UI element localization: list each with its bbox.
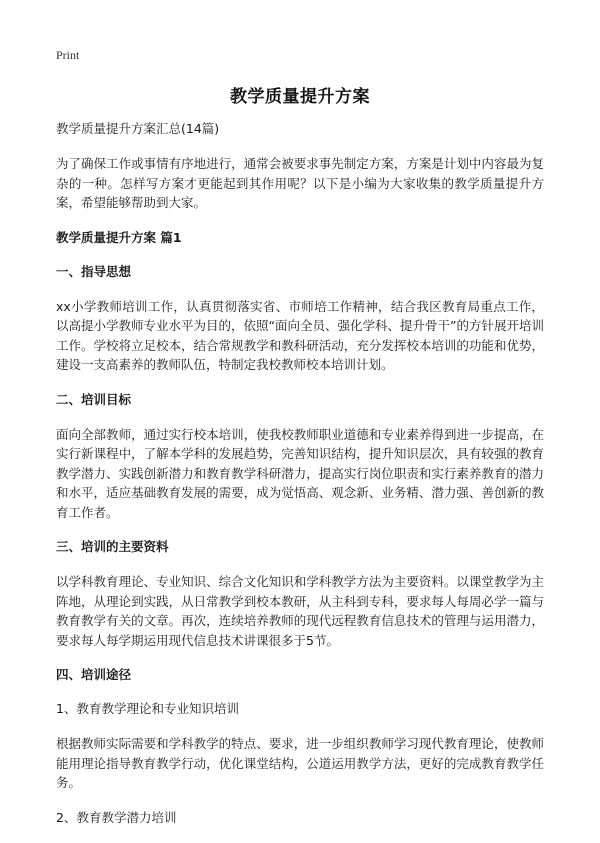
heading-training-approach: 四、培训途径	[56, 667, 132, 682]
paragraph-training-goals: 面向全部教师，通过实行校本培训，使我校教师职业道德和专业素养得到进一步提高，在实行新课程中，了解本学科的发展趋势，完善知识结构，提升知识层次，具有较强的教育教学潜力、实践创新潜力和教育教学科研潜力，提高实行岗位职责和实行素养教育的潜力和水平，适应基础教育发展的需要，成为觉悟高、观念新、业务精、潜力强、善创新的教育工作者。	[56, 426, 544, 520]
document-body	[56, 120, 544, 843]
section-title: 教学质量提升方案 篇1	[56, 229, 182, 245]
intro-paragraph: 为了确保工作或事情有序地进行，通常会被要求事先制定方案，方案是计划中内容最为复杂的一种。怎样写方案才更能起到其作用呢？以下是小编为大家收集的教学质量提升方案，希望能够帮助到大家。	[56, 156, 544, 210]
document-subtitle: 教学质量提升方案汇总(14篇)	[56, 121, 220, 136]
heading-training-materials: 三、培训的主要资料	[56, 539, 169, 554]
page-title: 教学质量提升方案	[230, 87, 370, 107]
paragraph-training-materials: 以学科教育理论、专业知识、综合文化知识和学科教学方法为主要资料。以课堂教学为主阵地，从理论到实践，从日常教学到校本教研，从主科到专科，要求每人每周必学一篇与教育教学有关的文章。再次，连续培养教师的现代远程教育信息技术的管理与运用潜力，要求每人每学期运用现代信息技术讲课很多于5节。	[56, 574, 544, 648]
paragraph-theory-training: 根据教师实际需要和学科教学的特点、要求，进一步组织教师学习现代教育理论，使教师能用理论指导教育教学行动，优化课堂结构，公道运用教学方法，更好的完成教育教学任务。	[56, 736, 544, 790]
subheading-theory-training: 1、教育教学理论和专业知识培训	[56, 701, 239, 716]
heading-training-goals: 二、培训目标	[56, 391, 132, 407]
print-label[interactable]: Print	[56, 48, 80, 62]
paragraph-guiding-ideology: xx小学教师培训工作，认真贯彻落实省、市师培工作精神，结合我区教育局重点工作，以高提小学教师专业水平为目的，依照“面向全员、强化学科、提升骨干”的方针展开培训工作。学校将立足校本，结合常规教学和教科研活动，充分发挥校本培训的功能和优势，建设一支高素养的教师队伍，特制定我校教师校本培训计划。	[56, 298, 544, 372]
heading-guiding-ideology: 一、指导思想	[56, 263, 132, 279]
subheading-ability-training: 2、教育教学潜力培训	[56, 809, 177, 825]
